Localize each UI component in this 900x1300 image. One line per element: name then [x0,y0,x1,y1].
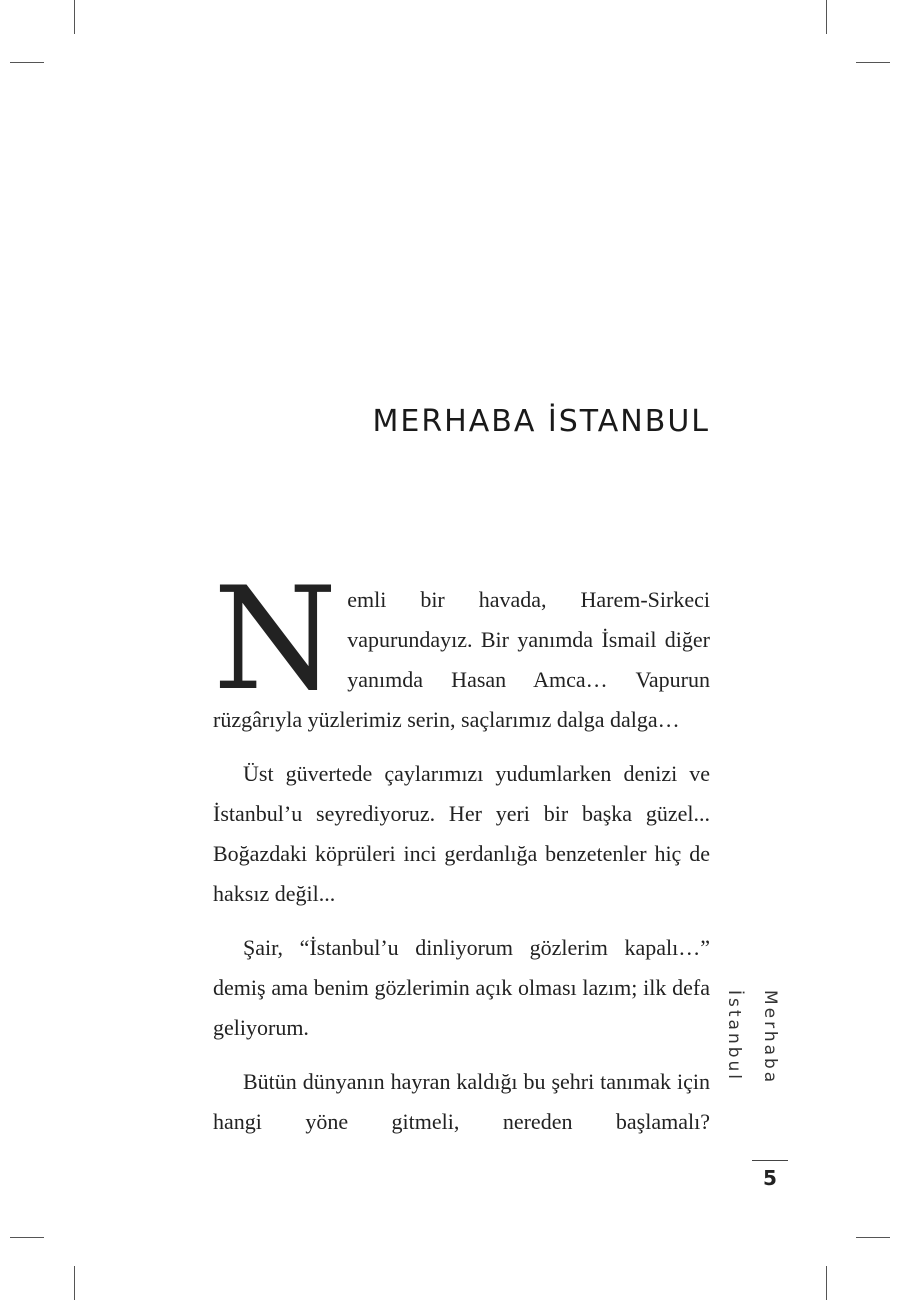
paragraph-1-text: emli bir havada, Harem-Sirkeci vapurundayız. Bir yanımda İsmail diğer yanımda Hasan Amca… Vapurun rüzgârıyla yüzlerimiz serin, saçlarımız dalga dalga… [213,587,710,732]
drop-cap: N [213,557,338,722]
crop-mark-left-top [10,62,44,63]
running-head-divider [752,1160,788,1161]
crop-mark-right-top [856,62,890,63]
crop-mark-top-right [826,0,827,34]
paragraph-4: Bütün dünyanın hayran kaldığı bu şehri tanımak için hangi yöne gitmeli, nereden başlamalı? [213,1069,710,1134]
crop-mark-bottom-left [74,1266,75,1300]
paragraph-1 [213,557,710,740]
body-text [213,557,710,1156]
running-head-title: Merhaba İstanbul [724,990,780,1086]
crop-mark-bottom-right [826,1266,827,1300]
paragraph-3: Şair, “İstanbul’u dinliyorum gözlerim kapalı…” demiş ama benim gözlerimin açık olması lazım; ilk defa geliyorum. [213,935,710,1040]
crop-mark-top-left [74,0,75,34]
crop-mark-right-bottom [856,1237,890,1238]
page-number: 5 [763,1166,777,1190]
crop-mark-left-bottom [10,1237,44,1238]
chapter-title: MERHABA İSTANBUL [372,404,710,439]
paragraph-2: Üst güvertede çaylarımızı yudumlarken denizi ve İstanbul’u seyrediyoruz. Her yeri bir başka güzel... Boğazdaki köprüleri inci gerdanlığa benzetenler hiç de haksız değil... [213,761,710,906]
